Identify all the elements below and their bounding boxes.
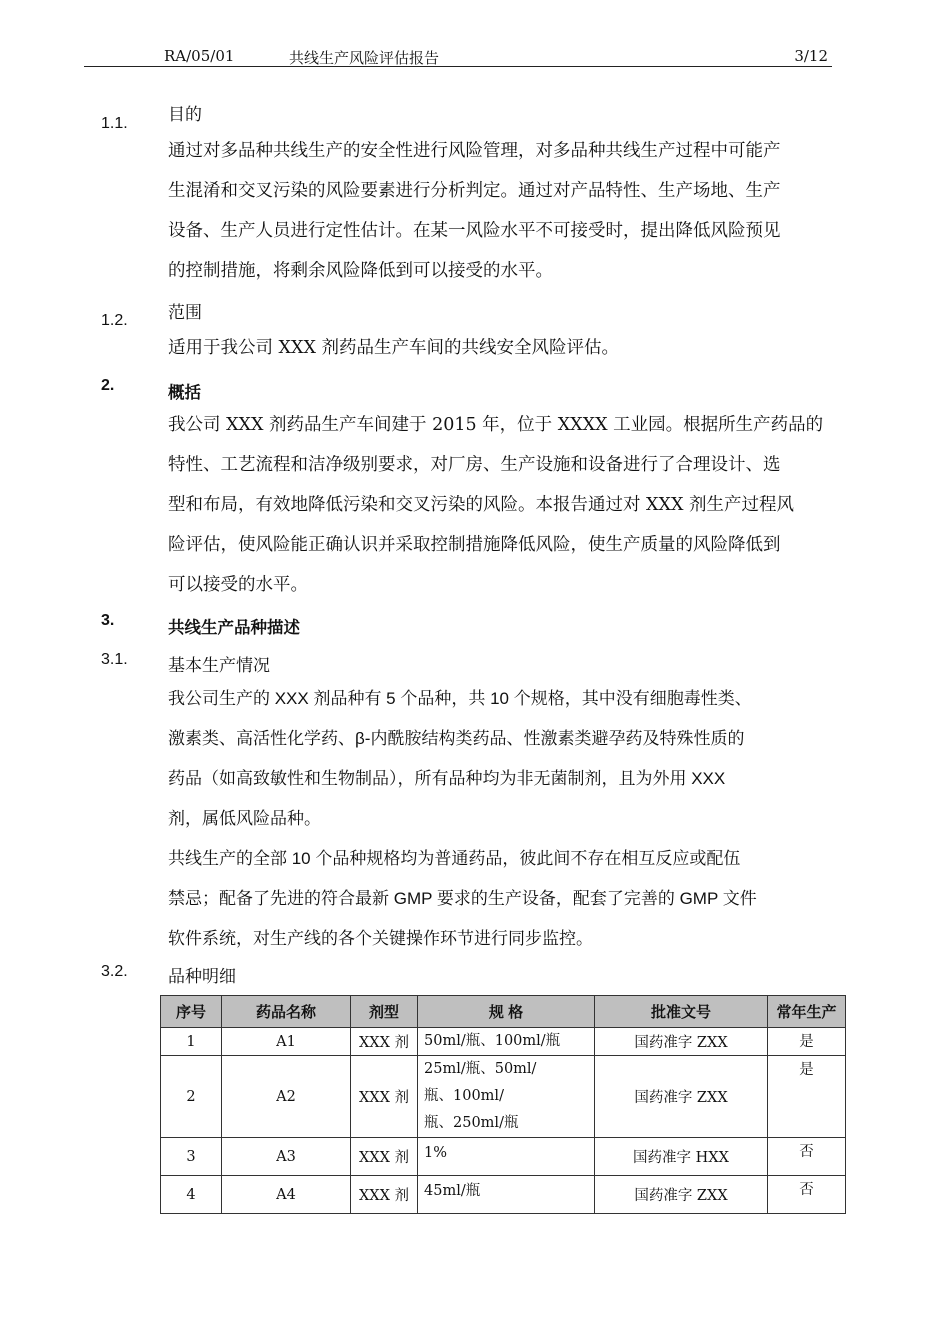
column-header: 药品名称: [222, 996, 351, 1028]
spec-line: 25ml/瓶、50ml/: [424, 1061, 537, 1077]
section-title-basic-production: 基本生产情况: [168, 656, 270, 676]
cell-name: A1: [222, 1028, 351, 1056]
text-line: 可以接受的水平。: [168, 575, 308, 595]
cell-form: XXX 剂: [351, 1176, 418, 1214]
purpose-paragraph: [168, 131, 858, 291]
text-line: 特性、工艺流程和洁净级别要求，对厂房、生产设施和设备进行了合理设计、选: [168, 455, 781, 475]
section-title-purpose: 目的: [168, 105, 202, 125]
column-header: 规 格: [418, 996, 595, 1028]
spec-line: 瓶、100ml/: [424, 1088, 504, 1104]
section-title-product-description: 共线生产品种描述: [168, 619, 300, 637]
cell-approval: 国药准字 ZXX: [595, 1056, 768, 1138]
text-line: 通过对多品种共线生产的安全性进行风险管理，对多品种共线生产过程中可能产: [168, 141, 781, 161]
text-line: 禁忌；配备了先进的符合最新 GMP 要求的生产设备，配套了完善的 GMP 文件: [168, 889, 757, 908]
cell-approval: 国药准字 HXX: [595, 1138, 768, 1176]
cell-regular: 是: [768, 1056, 846, 1138]
section-title-scope: 范围: [168, 303, 202, 323]
text-line: 适用于我公司 XXX 剂药品生产车间的共线安全风险评估。: [168, 338, 619, 358]
cell-no: 1: [161, 1028, 222, 1056]
cell-approval: 国药准字 ZXX: [595, 1176, 768, 1214]
cell-approval: 国药准字 ZXX: [595, 1028, 768, 1056]
text-line: 型和布局，有效地降低污染和交叉污染的风险。本报告通过对 XXX 剂生产过程风: [168, 495, 794, 515]
basic-production-paragraph: [168, 679, 858, 959]
column-header: 批准文号: [595, 996, 768, 1028]
section-title-overview: 概括: [168, 384, 201, 402]
section-number-3: 3.: [101, 612, 115, 629]
page-header: [84, 44, 832, 67]
section-number-3-1: 3.1.: [101, 651, 128, 668]
text-line: 药品（如高致敏性和生物制品），所有品种均为非无菌制剂，且为外用 XXX: [168, 769, 726, 788]
text-line: 剂，属低风险品种。: [168, 809, 321, 828]
overview-paragraph: [168, 405, 858, 605]
cell-spec: 50ml/瓶、100ml/瓶: [418, 1028, 595, 1056]
section-number-1-2: 1.2.: [101, 312, 128, 329]
header-title: 共线生产风险评估报告: [289, 49, 440, 67]
cell-regular: 否: [768, 1138, 846, 1176]
cell-spec: 45ml/瓶: [418, 1176, 595, 1214]
section-number-1-1: 1.1.: [101, 115, 128, 132]
cell-form: XXX 剂: [351, 1056, 418, 1138]
cell-spec: 1%: [418, 1138, 595, 1176]
page-number: 3/12: [794, 47, 828, 65]
column-header: 常年生产: [768, 996, 846, 1028]
text-line: 的控制措施，将剩余风险降低到可以接受的水平。: [168, 261, 553, 281]
column-header: 剂型: [351, 996, 418, 1028]
cell-form: XXX 剂: [351, 1138, 418, 1176]
cell-no: 2: [161, 1056, 222, 1138]
section-title-product-list: 品种明细: [168, 967, 236, 987]
cell-form: XXX 剂: [351, 1028, 418, 1056]
cell-no: 3: [161, 1138, 222, 1176]
table-header-row: [161, 996, 846, 1028]
text-line: 我公司 XXX 剂药品生产车间建于 2015 年，位于 XXXX 工业园。根据所生产药品的: [168, 415, 824, 435]
column-header: 序号: [161, 996, 222, 1028]
text-line: 设备、生产人员进行定性估计。在某一风险水平不可接受时，提出降低风险预见: [168, 221, 781, 241]
text-line: 我公司生产的 XXX 剂品种有 5 个品种，共 10 个规格，其中没有细胞毒性类、: [168, 689, 752, 708]
table-row: [161, 1056, 846, 1138]
cell-name: A2: [222, 1056, 351, 1138]
cell-regular: 是: [768, 1028, 846, 1056]
document-code: RA/05/01: [164, 47, 235, 65]
table-row: [161, 1028, 846, 1056]
text-line: 共线生产的全部 10 个品种规格均为普通药品，彼此间不存在相互反应或配伍: [168, 849, 741, 868]
text-line: 软件系统，对生产线的各个关键操作环节进行同步监控。: [168, 929, 593, 948]
cell-regular: 否: [768, 1176, 846, 1214]
cell-spec: [418, 1056, 595, 1138]
cell-no: 4: [161, 1176, 222, 1214]
cell-name: A4: [222, 1176, 351, 1214]
table-row: [161, 1176, 846, 1214]
product-table: [160, 995, 846, 1214]
text-line: 激素类、高活性化学药、β-内酰胺结构类药品、性激素类避孕药及特殊性质的: [168, 729, 745, 748]
text-line: 险评估，使风险能正确认识并采取控制措施降低风险，使生产质量的风险降低到: [168, 535, 781, 555]
text-line: 生混淆和交叉污染的风险要素进行分析判定。通过对产品特性、生产场地、生产: [168, 181, 781, 201]
scope-paragraph: [168, 328, 858, 368]
section-number-2: 2.: [101, 377, 115, 394]
cell-name: A3: [222, 1138, 351, 1176]
section-number-3-2: 3.2.: [101, 963, 128, 980]
table-row: [161, 1138, 846, 1176]
spec-line: 瓶、250ml/瓶: [424, 1115, 519, 1131]
